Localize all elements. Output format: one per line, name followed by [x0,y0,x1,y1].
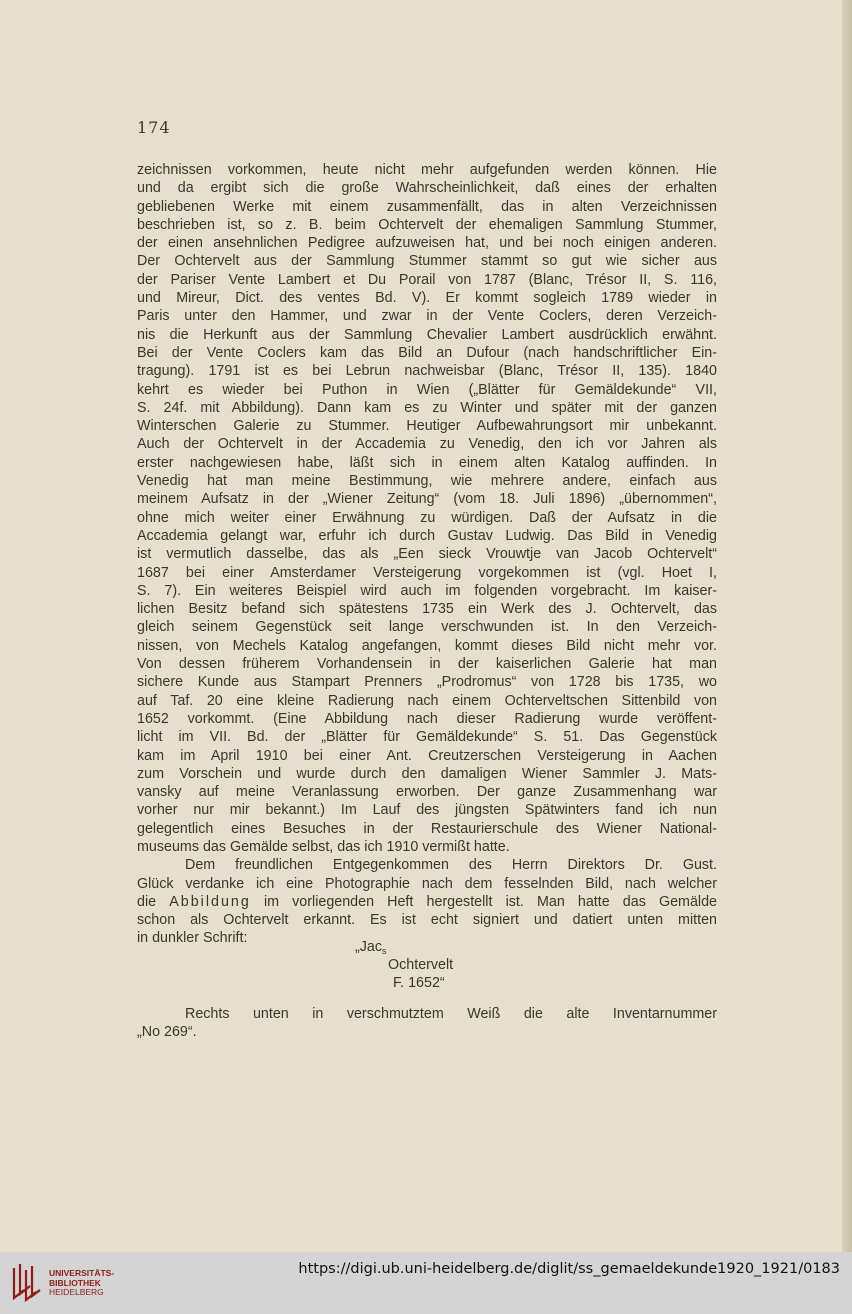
text-line: kam im April 1910 bei einer Ant. Creutzerschen Versteigerung in Aachen [137,747,717,764]
text-line [137,893,717,911]
text-line: gleich seinem Gegenstück seit lange verschwunden ist. In den Verzeich- [137,619,717,636]
text-line: kehrt es wieder bei Puthon in Wien („Blätter für Gemäldekunde“ VII, [137,381,717,398]
note-paragraph [137,1005,717,1042]
signature-line-3: F. 1652“ [393,975,445,991]
text-line: nissen, von Mechels Katalog angefangen, kommt dieses Bild nicht mehr vor. [137,637,717,654]
text-line: ist vermutlich dasselbe, das als „Een sieck Vrouwtje van Jacob Ochtervelt“ [137,546,717,563]
text-line: zeichnissen vorkommen, heute nicht mehr aufgefunden werden können. Hie [137,162,717,178]
text-line: in dunkler Schrift: [137,930,248,947]
text-line: 1652 vorkommt. (Eine Abbildung nach dieser Radierung wurde veröffent- [137,710,717,727]
logo-line-3: HEIDELBERG [49,1287,104,1297]
text-line: der einen ansehnlichen Pedigree aufzuweisen hat, und bei noch einigen anderen. [137,235,717,252]
text-line: museums das Gemälde selbst, das ich 1910 vermißt hatte. [137,838,510,855]
logo-line-1: UNIVERSITÄTS- [49,1268,115,1278]
text-line: Von dessen früherem Vorhandensein in der kaiserlichen Galerie hat man [137,656,717,673]
text-line: gelegentlich eines Besuches in der Restaurierschule des Wiener National- [137,820,717,837]
text-line: und Mireur, Dict. des ventes Bd. V). Er kommt sogleich 1789 wieder in [137,290,717,307]
signature-text: „Jac [355,939,383,955]
text-line: der Pariser Vente Lambert et Du Porail von 1787 (Blanc, Trésor II, S. 116, [137,271,717,288]
text-line: S. 7). Ein weiteres Beispiel wird auch im folgenden vorgebracht. Im kaiser- [137,582,717,599]
text-line: lichen Besitz befand sich spätestens 1735 ein Werk des J. Ochtervelt, das [137,601,717,618]
signature-line-1 [355,938,387,960]
library-logo-text [49,1269,114,1298]
text-line: sichere Kunde aus Stampart Prenners „Prodromus“ von 1728 bis 1735, wo [137,674,717,691]
library-logo-icon [8,1260,44,1306]
text-line: beschrieben ist, so z. B. beim Ochtervelt der ehemaligen Sammlung Stummer, [137,216,717,233]
text-line: „No 269“. [137,1024,197,1041]
signature-subscript: s [382,946,387,956]
text-line: Bei der Vente Coclers kam das Bild an Dufour (nach handschriftlicher Ein- [137,344,717,361]
body-text [137,161,717,948]
text-line: und da ergibt sich die große Wahrscheinlichkeit, daß eines der erhalten [137,180,717,197]
text-line: Winterschen Galerie zu Stummer. Heutiger Aufbewahrungsort mir unbekannt. [137,418,717,435]
text-line: Accademia gelangt war, erfuhr ich durch Gustav Ludwig. Das Bild in Venedig [137,527,717,544]
text-line: Der Ochtervelt aus der Sammlung Stummer stammt so gut wie sicher aus [137,253,717,270]
text-line: Venedig hat man meine Bestimmung, wie mehrere andere, einfach aus [137,473,717,490]
text-line: gebliebenen Werke mit einem zusammenfällt, das in alten Verzeichnissen [137,198,717,215]
text-fragment: die [137,893,157,910]
text-line: meinem Aufsatz in der „Wiener Zeitung“ (vom 18. Juli 1896) „übernommen“, [137,491,717,508]
text-fragment: im vorliegenden Heft hergestellt ist. Man hatte das Gemälde [263,893,717,910]
text-line: licht im VII. Bd. der „Blätter für Gemäldekunde“ S. 51. Das Gegenstück [137,729,717,746]
spaced-word: Abbildung [169,893,251,910]
footer-bar [0,1252,852,1314]
text-line: auf Taf. 20 eine kleine Radierung nach einem Ochterveltschen Sittenbild von [137,692,717,709]
text-line: zum Vorschein und wurde durch den damaligen Wiener Sammler J. Mats- [137,765,717,782]
page-number: 174 [137,118,171,137]
page-edge [842,0,852,1252]
text-line: Dem freundlichen Entgegenkommen des Herrn Direktors Dr. Gust. [185,857,717,874]
signature-line-2: Ochtervelt [388,957,454,973]
text-line: 1687 bei einer Amsterdamer Versteigerung vorgekommen ist (vgl. Hoet I, [137,564,717,581]
text-line: nis die Herkunft aus der Sammlung Chevalier Lambert ausdrücklich erwähnt. [137,326,717,343]
text-line: Auch der Ochtervelt in der Accademia zu Venedig, den ich vor Jahren als [137,436,717,453]
source-url-link[interactable]: https://digi.ub.uni-heidelberg.de/diglit/ss_gemaeldekunde1920_1921/0183 [298,1261,840,1277]
text-line: Rechts unten in verschmutztem Weiß die alte Inventarnummer [185,1006,717,1022]
text-line: vansky auf meine Veranlassung erworben. Der ganze Zusammenhang war [137,784,717,801]
text-line: Paris unter den Hammer, und zwar in der Vente Coclers, deren Verzeich- [137,308,717,325]
text-line: erster nachgewiesen habe, läßt sich in einem alten Katalog auffinden. In [137,454,717,471]
text-line: tragung). 1791 ist es bei Lebrun nachweisbar (Blanc, Trésor II, 135). 1840 [137,363,717,380]
text-line: vorher nur mir bekannt.) Im Lauf des jüngsten Spätwinters fand ich nun [137,802,717,819]
logo-line-2: BIBLIOTHEK [49,1277,101,1288]
text-line: Glück verdanke ich eine Photographie nach dem fesselnden Bild, nach welcher [137,875,717,892]
text-line: schon als Ochtervelt erkannt. Es ist echt signiert und datiert unten mitten [137,912,717,929]
text-line: ohne mich weiter einer Erwähnung zu würdigen. Daß der Aufsatz in die [137,509,717,526]
text-line: S. 24f. mit Abbildung). Dann kam es zu Winter und später mit der ganzen [137,399,717,416]
